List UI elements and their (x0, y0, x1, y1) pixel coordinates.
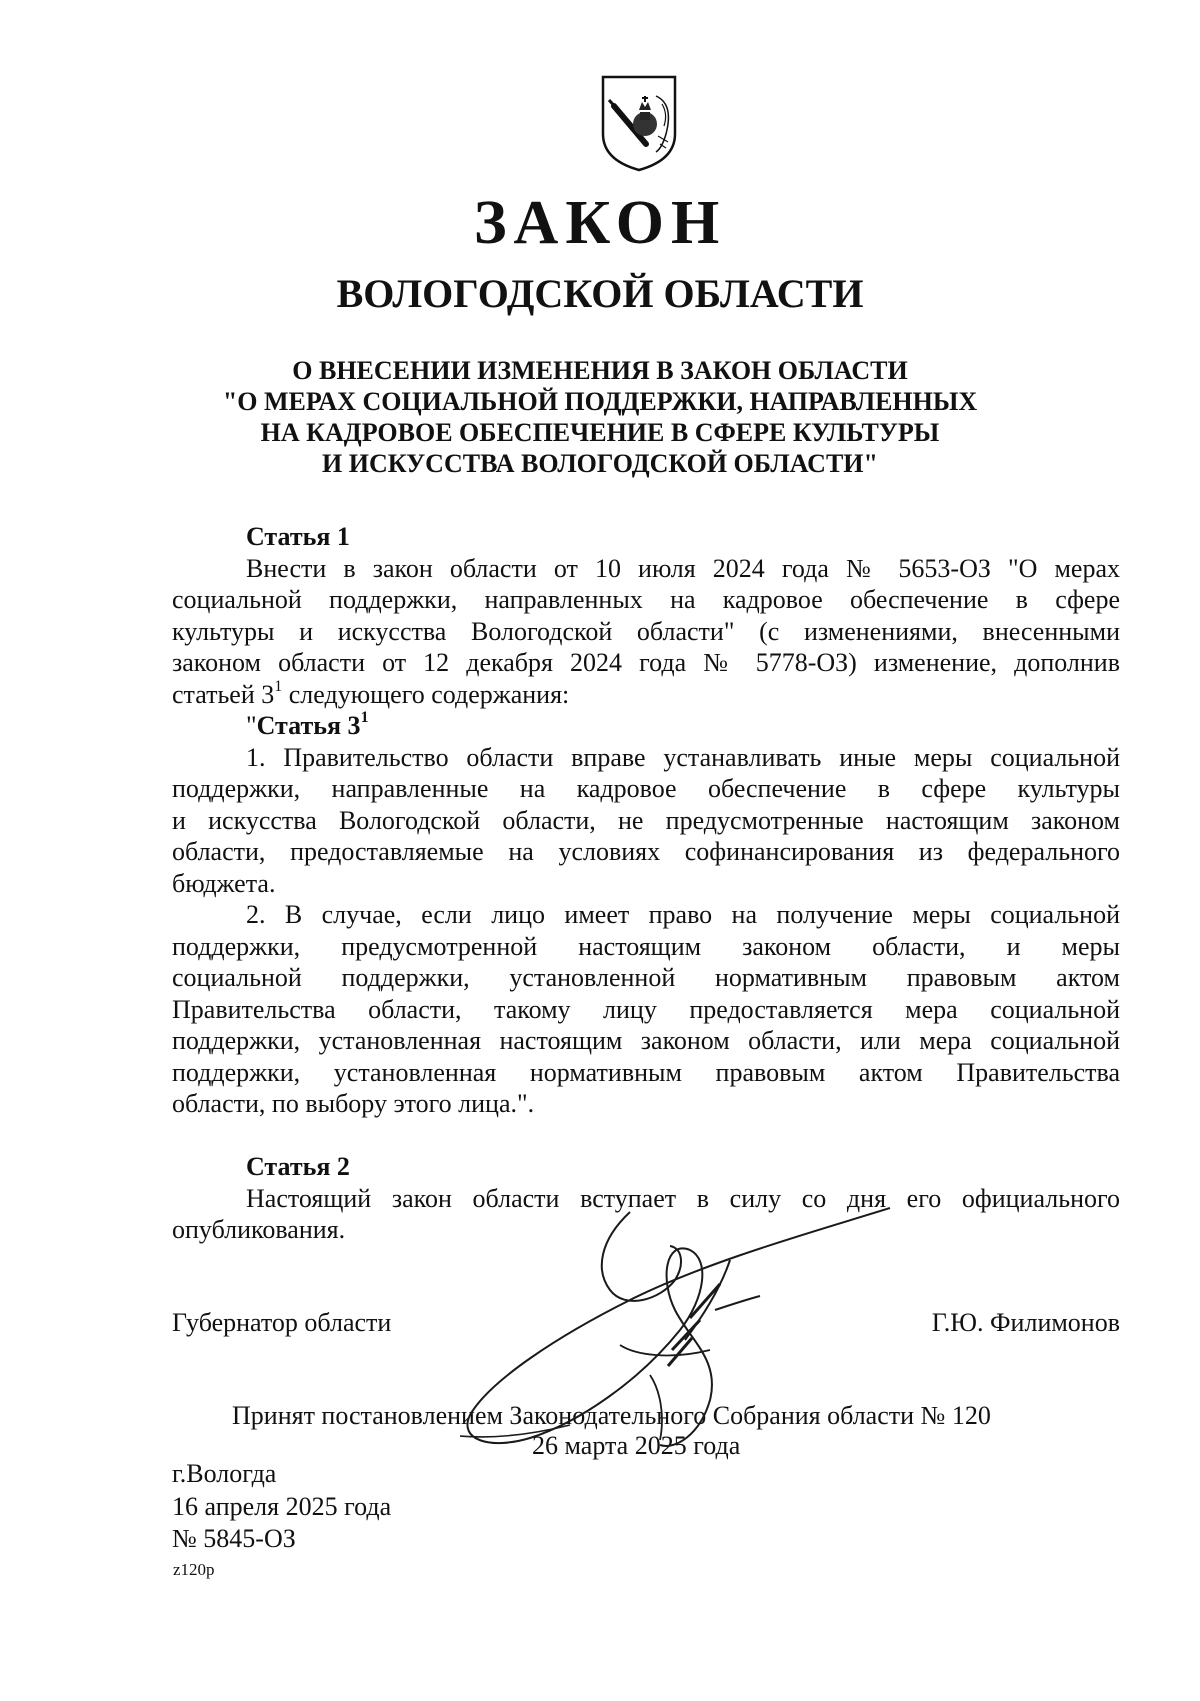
article-2-heading: Статья 2 (246, 1152, 350, 1181)
text-line: поддержки, установленная настоящим законом области, или мера социальной (172, 1026, 1120, 1055)
text-line: и искусства Вологодской области, не предусмотренные настоящим законом (172, 805, 1120, 835)
text-line: опубликования. (172, 1215, 346, 1244)
text-line: бюджета. (172, 868, 276, 898)
text-line: области, по выбору этого лица.". (172, 1089, 535, 1118)
adoption-date: 26 марта 2025 года (532, 1431, 741, 1460)
law-number: № 5845-ОЗ (172, 1524, 296, 1553)
law-heading (160, 355, 1040, 479)
document-subtitle: ВОЛОГОДСКОЙ ОБЛАСТИ (336, 271, 864, 316)
issue-date: 16 апреля 2025 года (172, 1491, 392, 1521)
article-2 (172, 1151, 1120, 1246)
law-heading-line: НА КАДРОВОЕ ОБЕСПЕЧЕНИЕ В СФЕРЕ КУЛЬТУРЫ (260, 418, 940, 447)
text-line: 2. В случае, если лицо имеет право на получение меры социальной (246, 900, 1120, 929)
new-article-title: Статья 3 (256, 711, 361, 740)
adoption-text: Принят постановлением Законодательного Собрания области № 120 (232, 1401, 991, 1430)
signature-block (172, 1307, 1120, 1338)
text-line: Правительства области, такому лицу предоставляется мера социальной (172, 994, 1120, 1024)
issue-place: г.Вологда (172, 1459, 277, 1488)
text-line: социальной поддержки, установленной нормативным правовым актом (172, 963, 1120, 992)
law-heading-line: О ВНЕСЕНИИ ИЗМЕНЕНИЯ В ЗАКОН ОБЛАСТИ (292, 356, 908, 385)
text-line: Внести в закон области от 10 июля 2024 года № 5653-ОЗ "О мерах (246, 553, 1120, 583)
text-line: поддержки, предусмотренной настоящим законом области, и меры (172, 931, 1120, 961)
text-line: поддержки, установленная нормативным правовым актом Правительства (172, 1057, 1120, 1087)
text-line: Настоящий закон области вступает в силу со дня его официального (246, 1183, 1120, 1213)
text-line: 1. Правительство области вправе устанавливать иные меры социальной (246, 742, 1120, 772)
text-line: социальной поддержки, направленных на кадровое обеспечение в сфере (172, 585, 1120, 614)
text-line: культуры и искусства Вологодской области" (с изменениями, внесенными (172, 616, 1120, 646)
text-line: законом области от 12 декабря 2024 года № 5778-ОЗ) изменение, дополнив (172, 648, 1120, 677)
article-1-heading: Статья 1 (246, 522, 350, 551)
article-1 (172, 521, 1120, 1120)
coat-of-arms-icon (600, 74, 678, 172)
issue-details (172, 1458, 391, 1556)
quote-mark: " (246, 711, 257, 740)
text-line: области, предоставляемые на условиях софинансирования из федерального (172, 837, 1120, 866)
superscript: 1 (360, 709, 369, 727)
law-heading-line: И ИСКУССТВА ВОЛОГОДСКОЙ ОБЛАСТИ" (322, 449, 878, 478)
superscript: 1 (274, 677, 283, 695)
text-fragment: статьей 3 (172, 679, 275, 709)
signatory-name: Г.Ю. Филимонов (931, 1308, 1120, 1337)
document-title: ЗАКОН (473, 189, 727, 257)
law-heading-line: "О МЕРАХ СОЦИАЛЬНОЙ ПОДДЕРЖКИ, НАПРАВЛЕННЫХ (222, 387, 978, 416)
text-fragment: следующего содержания: (282, 679, 570, 709)
text-line (172, 679, 1120, 711)
document-code: z120p (173, 1560, 215, 1579)
signatory-position: Губернатор области (172, 1308, 392, 1337)
new-article-heading (172, 710, 1120, 742)
text-line: поддержки, направленные на кадровое обеспечение в сфере культуры (172, 774, 1120, 803)
